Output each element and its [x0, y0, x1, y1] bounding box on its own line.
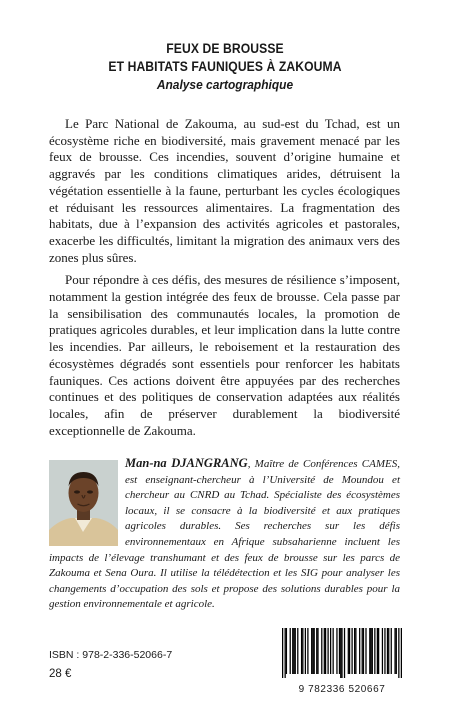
isbn: ISBN : 978-2-336-52066-7 [49, 649, 173, 661]
summary-paragraph-2: Pour répondre à ces défis, des mesures de résilience s’imposent, notamment la gestion intégrée des feux de brousse. Cela passe par la sensibilisation des communautés locales, la promotion de pratiques agricoles durables, et leur implication dans la lutte contre les incendies. Par ailleurs, le reboisement et la restauration des écosystèmes dégradés sont essentiels pour renforcer les habitats fauniques. Ces actions doivent être appuyées par des recherches continues et des politiques de conservation adaptées aux réalités locales, afin de préserver durablement la biodiversité exceptionnelle de Zakouma. [49, 272, 400, 438]
barcode [282, 628, 402, 695]
book-title-line-1: FEUX DE BROUSSE [166, 41, 284, 56]
barcode-digits: 9 782336 520667 [298, 684, 386, 695]
title-block [0, 40, 450, 94]
author-bio-text: , Maître de Conférences CAMES, est enseignant-chercheur à l’Université de Moundou et chercheur au CNRD au Tchad. Spécialiste des écosystèmes locaux, il se consacre à la biodiversité et aux pratiques agricoles durables. Ses recherches sur les défis environnementaux en Afrique subsaharienne incluent les impacts de l’élevage transhumant et des feux de brousse sur les parcs de Zakouma et Sena Oura. Il utilise la télédétection et les SIG pour analyser les changements d’occupation des sols et propose des solutions durables pour la gestion environnementale et agricole. [49, 458, 400, 611]
price: 28 € [49, 668, 72, 680]
book-subtitle: Analyse cartographique [156, 77, 294, 92]
photo-spacer [49, 456, 125, 550]
author-name: Man-na DJANGRANG [125, 456, 248, 470]
summary-paragraph-1: Le Parc National de Zakouma, au sud-est du Tchad, est un écosystème riche en biodiversité, mais gravement menacé par les feux de brousse. Ces incendies, souvent d’origine humaine et aggravés par les conditions climatiques arides, détruisent la végétation essentielle à la faune, perturbant les cycles écologiques et réduisant les ressources alimentaires. La fragmentation des habitats, due à l’expansion des activités agricoles et pastorales, exacerbe les difficultés, limitant la migration des animaux vers des zones plus sûres. [49, 116, 400, 265]
author-bio [49, 456, 400, 613]
barcode-bars [282, 628, 402, 678]
book-title-line-2: ET HABITATS FAUNIQUES À ZAKOUMA [108, 59, 342, 74]
summary-text [49, 116, 400, 439]
